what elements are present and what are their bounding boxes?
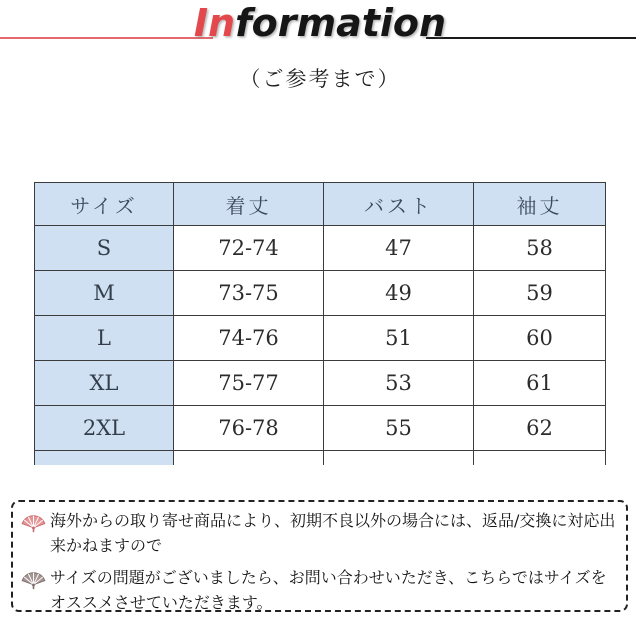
note-text: 海外からの取り寄せ商品により、初期不良以外の場合には、返品/交換に対応出来かねますので [50, 511, 616, 555]
folding-fan-icon [20, 565, 50, 595]
sleeve-cell: 59 [474, 271, 606, 316]
column-header-size: サイズ [35, 183, 174, 226]
size-cell [35, 451, 174, 466]
table-row-xl [35, 361, 606, 406]
bust-cell: 53 [324, 361, 474, 406]
column-header-sleeve: 袖丈 [474, 183, 606, 226]
sleeve-cell: 58 [474, 226, 606, 271]
size-cell: M [35, 271, 174, 316]
title-accent: In [193, 1, 236, 45]
column-header-length: 着丈 [174, 183, 324, 226]
notice-box [11, 500, 628, 612]
page-subtitle: （ご参考まで） [239, 67, 401, 91]
size-table-container [34, 182, 609, 465]
size-cell: XL [35, 361, 174, 406]
column-header-bust: バスト [324, 183, 474, 226]
sleeve-cell: 60 [474, 316, 606, 361]
page-title [0, 1, 640, 45]
size-cell: S [35, 226, 174, 271]
table-row-m [35, 271, 606, 316]
sleeve-cell: 62 [474, 406, 606, 451]
length-cell: 74-76 [174, 316, 324, 361]
bust-cell: 55 [324, 406, 474, 451]
note-text: サイズの問題がございましたら、お問い合わせいただき、こちらではサイズをオススメさせていただきます。 [50, 568, 607, 612]
length-cell: 75-77 [174, 361, 324, 406]
table-row-2xl [35, 406, 606, 451]
sleeve-cell: 61 [474, 361, 606, 406]
folding-fan-icon [20, 508, 50, 538]
bust-cell: 49 [324, 271, 474, 316]
cropped-table-row [35, 451, 606, 466]
note-item-size-advice [20, 565, 620, 615]
note-item-returns [20, 508, 620, 558]
title-rest: formation [235, 1, 447, 45]
size-table [34, 182, 606, 465]
table-row-s [35, 226, 606, 271]
length-cell: 72-74 [174, 226, 324, 271]
bust-cell: 47 [324, 226, 474, 271]
size-cell: L [35, 316, 174, 361]
bust-cell: 51 [324, 316, 474, 361]
size-cell: 2XL [35, 406, 174, 451]
length-cell: 76-78 [174, 406, 324, 451]
table-header-row [35, 183, 606, 226]
length-cell: 73-75 [174, 271, 324, 316]
table-row-l [35, 316, 606, 361]
